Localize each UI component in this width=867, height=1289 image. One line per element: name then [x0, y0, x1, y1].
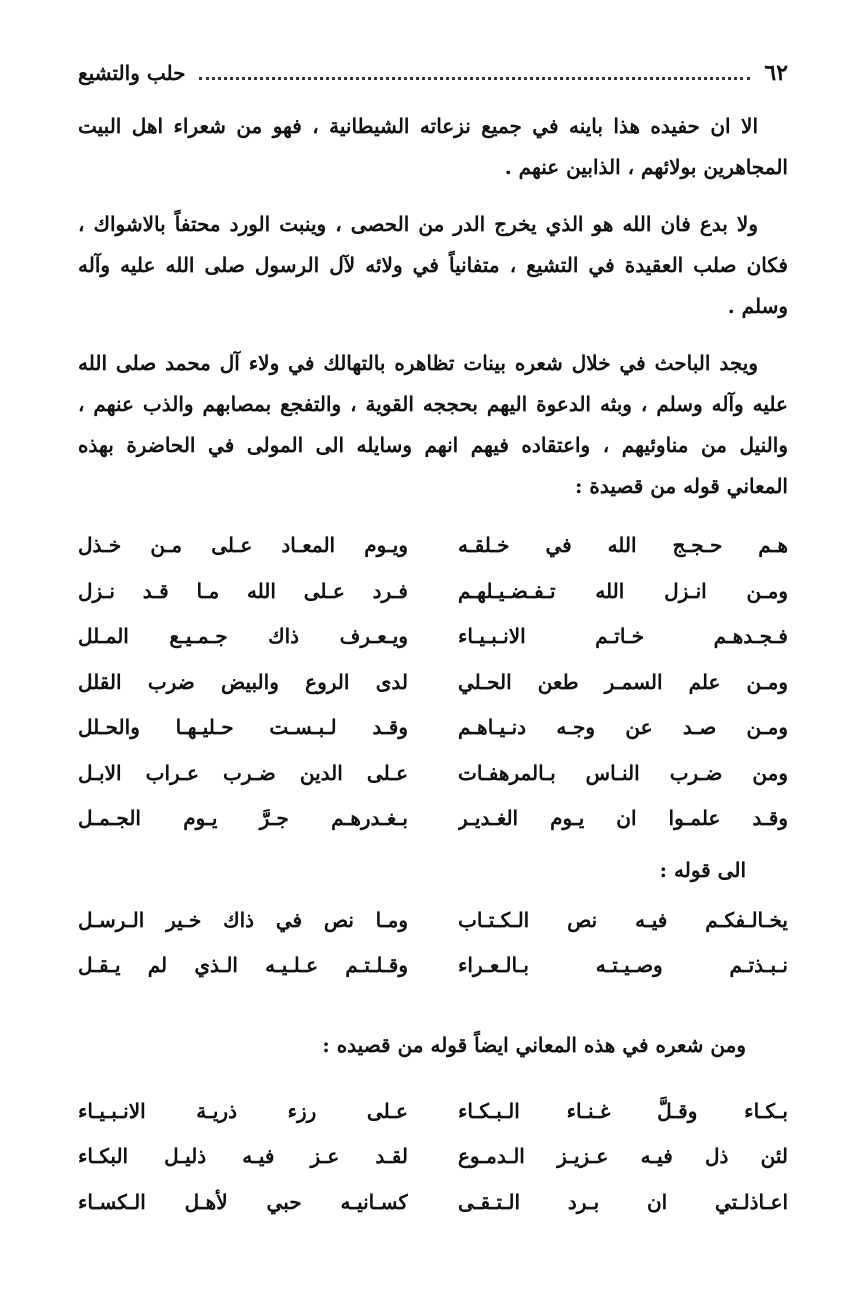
spacer — [78, 188, 788, 204]
page-number: ٦٢ — [764, 60, 788, 86]
verse-first-hemistich: وقـد علمـوا ان يـوم الغـديـر — [458, 806, 788, 830]
poem-block-3 — [78, 1089, 788, 1226]
verse-second-hemistich: عـلى رزء ذريـة الانـبـيـاء — [78, 1098, 408, 1123]
verse-second-hemistich: وقـد لـبـسـت حـليـهـا والحـلل — [78, 715, 408, 739]
verse-second-hemistich: بـغـدرهـم جـرَّ يـوم الجـمـل — [78, 806, 408, 830]
dotted-leader — [199, 76, 750, 80]
verse — [78, 614, 788, 660]
verse — [78, 705, 788, 751]
spacer — [78, 1073, 788, 1089]
poem-block-1 — [78, 523, 788, 842]
running-section-title: حلب والتشيع — [78, 61, 186, 85]
book-page — [78, 60, 788, 1225]
verse-second-hemistich: ومـا نص في ذاك خـير الـرسـل — [78, 907, 408, 932]
verse-first-hemistich: هـم حـجـج الله في خـلقـه — [458, 533, 788, 557]
verse-first-hemistich: ومـن صـد عن وجـه دنـيـاهـم — [458, 715, 788, 739]
verse-second-hemistich: فـرد عـلى الله مـا قـد نـزل — [78, 578, 408, 603]
verse — [78, 796, 788, 842]
verse-first-hemistich: ومن ضـرب النـاس بـالمرهفـات — [458, 760, 788, 785]
verse — [78, 1180, 788, 1226]
verse-first-hemistich: نـبـذتـم وصـيـتـه بـالـعـراء — [458, 953, 788, 977]
verse-first-hemistich: لئن ذل فيـه عـزيـز الـدمـوع — [458, 1144, 788, 1168]
poem-block-2 — [78, 898, 788, 989]
verse-second-hemistich: لقـد عـز فيـه ذليـل البكـاء — [78, 1144, 408, 1168]
paragraph-1: الا ان حفيده هذا باينه في جميع نزعاته الشيطانية ، فهو من شعراء اهل البيت المجاهرين بولائهم ، الذابين عنهم . — [78, 114, 788, 179]
poem-intro-line: ومن شعره في هذه المعاني ايضاً قوله من قصيده : — [322, 1032, 746, 1057]
verse — [78, 523, 788, 569]
verse-second-hemistich: ويـوم المعـاد عـلى مـن خـذل — [78, 533, 408, 557]
paragraph-3: ويجد الباحث في خلال شعره بينات تظاهره بالتهالك في ولاء آل محمد صلى الله عليه وآله وسلم ، وبثه الدعوة اليهم بحججه القوية ، والتفجع بمصابهم والذب عنهم ، والنيل من مناوئيهم ، واعتقاده فيهم انهم وسايله الى المولى في الحاضرة بهذه المعاني قوله من قصيدة : — [78, 351, 788, 498]
verse-first-hemistich: ومـن علم السمـر طعن الحـلي — [458, 669, 788, 694]
verse-second-hemistich: وقـلـتـم عـلـيـه الـذي لم يـقـل — [78, 953, 408, 977]
spacer — [78, 507, 788, 523]
verse — [78, 898, 788, 944]
running-header — [78, 60, 788, 96]
verse-second-hemistich: لدى الروع والبيض ضرب القلل — [78, 669, 408, 694]
verse-first-hemistich: اعـاذلـتي ان بـرد الـتـقـى — [458, 1189, 788, 1214]
paragraph-2: ولا بدع فان الله هو الذي يخرج الدر من الحصى ، وينبت الورد محتفاً بالاشواك ، فكان صلب العقيدة في التشيع ، متفانياً في ولائه لآل الرسول صلى الله عليه وآله وسلم . — [78, 212, 788, 318]
verse-second-hemistich: كسـانيـه حبي لأهـل الـكسـاء — [78, 1189, 408, 1214]
verse — [78, 1089, 788, 1135]
verse-first-hemistich: بـكـاء وقـلَّ غـنـاء الـبـكـاء — [458, 1098, 788, 1123]
verse-first-hemistich: ومـن انـزل الله تـفـضـيـلهـم — [458, 578, 788, 603]
verse-second-hemistich: ويـعـرف ذاك جـمـيـع المـلل — [78, 624, 408, 648]
verse — [78, 660, 788, 706]
verse — [78, 569, 788, 615]
verse-first-hemistich: فـجـدهـم خـاتـم الانـبـيـاء — [458, 624, 788, 648]
verse — [78, 1134, 788, 1180]
spacer — [78, 989, 788, 1017]
verse-first-hemistich: يخـالـفكـم فيـه نص الـكـتـاب — [458, 907, 788, 932]
spacer — [78, 327, 788, 343]
verse — [78, 751, 788, 797]
poem-intro-line: الى قوله : — [659, 857, 746, 882]
verse — [78, 943, 788, 989]
verse-second-hemistich: عـلى الدين ضـرب عـراب الابـل — [78, 760, 408, 785]
